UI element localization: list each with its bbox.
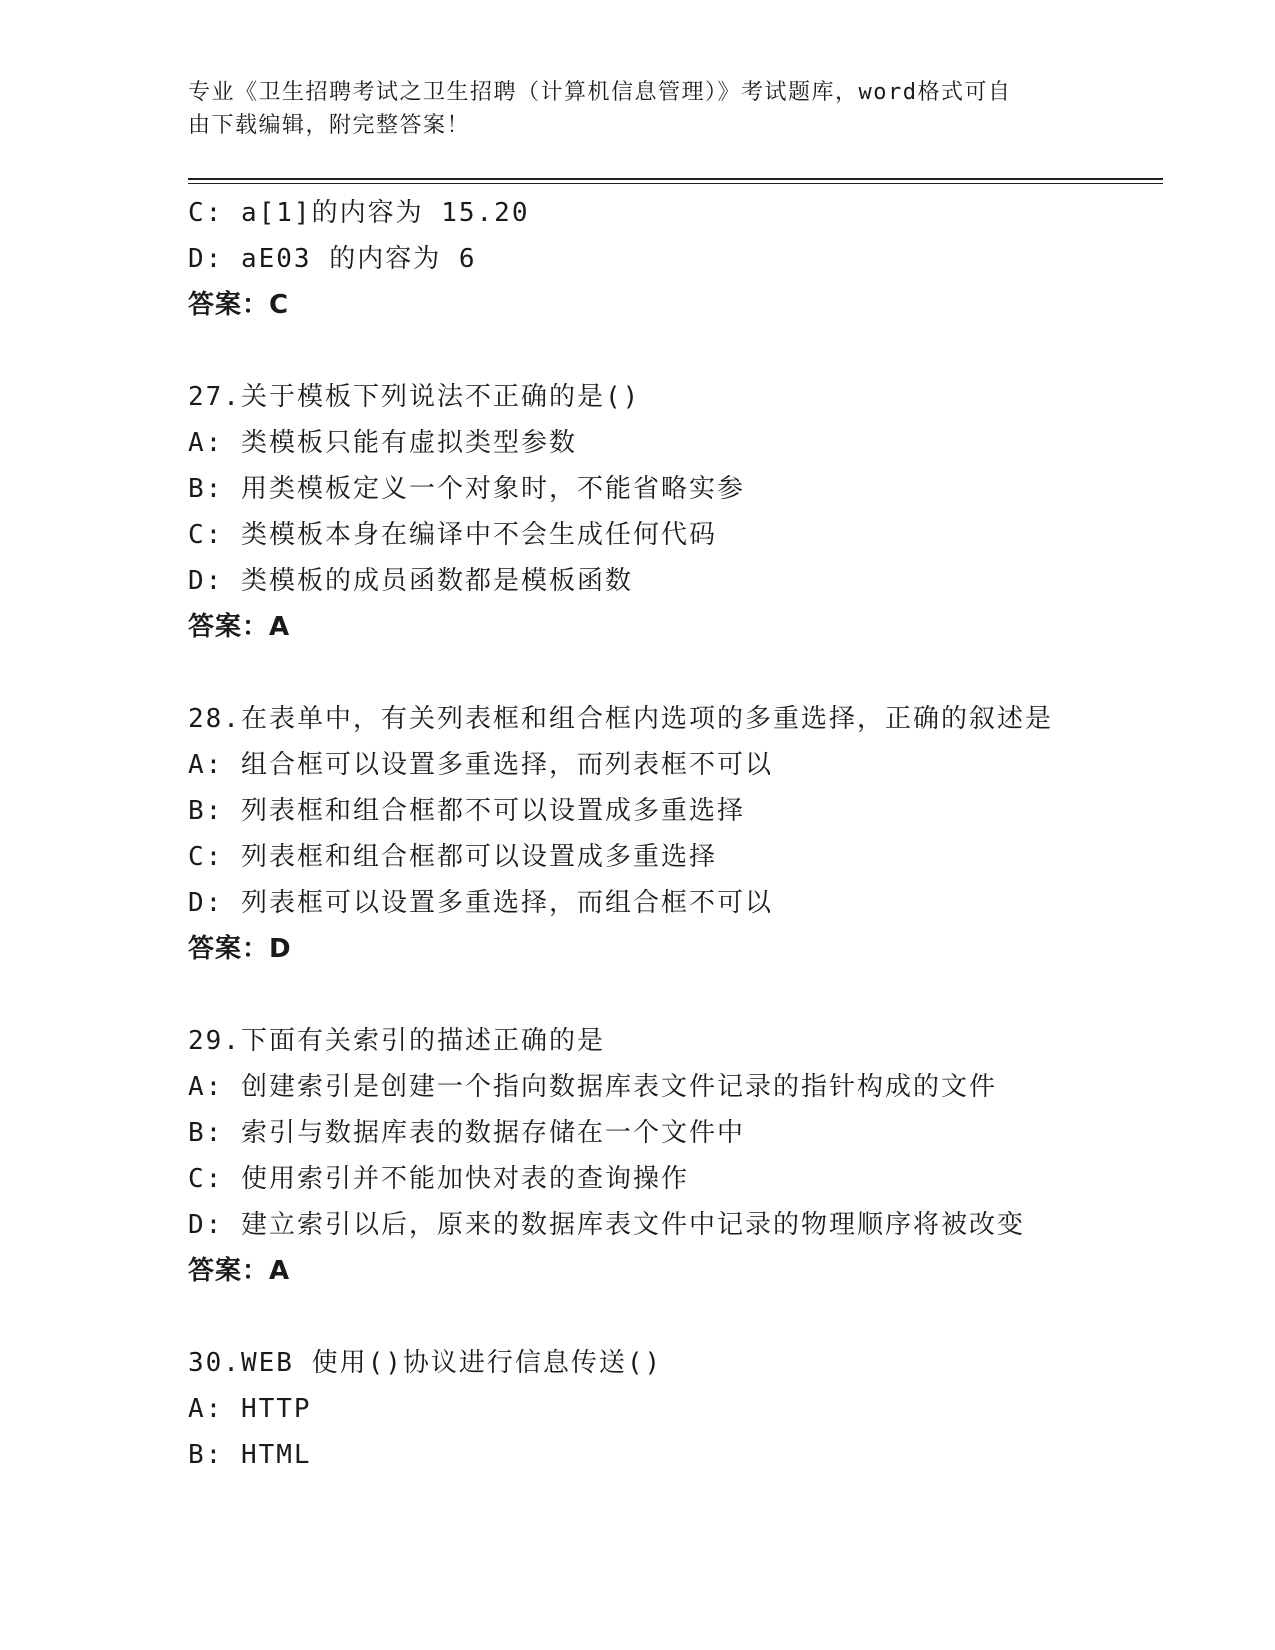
question-block-28 [188, 696, 1163, 972]
option-b: B: HTML [188, 1440, 312, 1470]
option-d: D: aE03 的内容为 6 [188, 244, 477, 274]
header-line-2: 由下载编辑，附完整答案！ [188, 113, 471, 138]
option-b: B: 列表框和组合框都不可以设置成多重选择 [188, 796, 745, 826]
header-divider-thin [188, 183, 1163, 184]
option-c: C: 类模板本身在编译中不会生成任何代码 [188, 520, 717, 550]
option-a: A: 创建索引是创建一个指向数据库表文件记录的指针构成的文件 [188, 1072, 997, 1102]
spacer [188, 328, 1163, 374]
question-stem: 28.在表单中，有关列表框和组合框内选项的多重选择，正确的叙述是 [188, 704, 1053, 734]
question-stem: 27.关于模板下列说法不正确的是() [188, 382, 641, 412]
option-a: A: 类模板只能有虚拟类型参数 [188, 428, 577, 458]
spacer [188, 1294, 1163, 1340]
option-c: C: 列表框和组合框都可以设置成多重选择 [188, 842, 717, 872]
answer-line: 答案：D [188, 934, 292, 964]
question-block-30 [188, 1340, 1163, 1478]
option-b: B: 索引与数据库表的数据存储在一个文件中 [188, 1118, 745, 1148]
option-a: A: 组合框可以设置多重选择，而列表框不可以 [188, 750, 773, 780]
answer-line: 答案：A [188, 612, 291, 642]
question-stem: 29.下面有关索引的描述正确的是 [188, 1026, 605, 1056]
spacer [188, 650, 1163, 696]
option-d: D: 列表框可以设置多重选择，而组合框不可以 [188, 888, 773, 918]
option-d: D: 类模板的成员函数都是模板函数 [188, 566, 633, 596]
question-block-26 [188, 190, 1163, 328]
answer-line: 答案：C [188, 290, 290, 320]
option-b: B: 用类模板定义一个对象时，不能省略实参 [188, 474, 745, 504]
option-d: D: 建立索引以后，原来的数据库表文件中记录的物理顺序将被改变 [188, 1210, 1025, 1240]
option-a: A: HTTP [188, 1394, 312, 1424]
option-c: C: 使用索引并不能加快对表的查询操作 [188, 1164, 689, 1194]
document-header [188, 76, 1068, 142]
header-line-1: 专业《卫生招聘考试之卫生招聘（计算机信息管理）》考试题库，word格式可自 [188, 80, 1012, 105]
question-list [188, 190, 1163, 1478]
question-stem: 30.WEB 使用()协议进行信息传送() [188, 1348, 663, 1378]
option-c: C: a[1]的内容为 15.20 [188, 198, 530, 228]
spacer [188, 972, 1163, 1018]
answer-line: 答案：A [188, 1256, 291, 1286]
header-divider-thick [188, 178, 1163, 180]
question-block-27 [188, 374, 1163, 650]
question-block-29 [188, 1018, 1163, 1294]
